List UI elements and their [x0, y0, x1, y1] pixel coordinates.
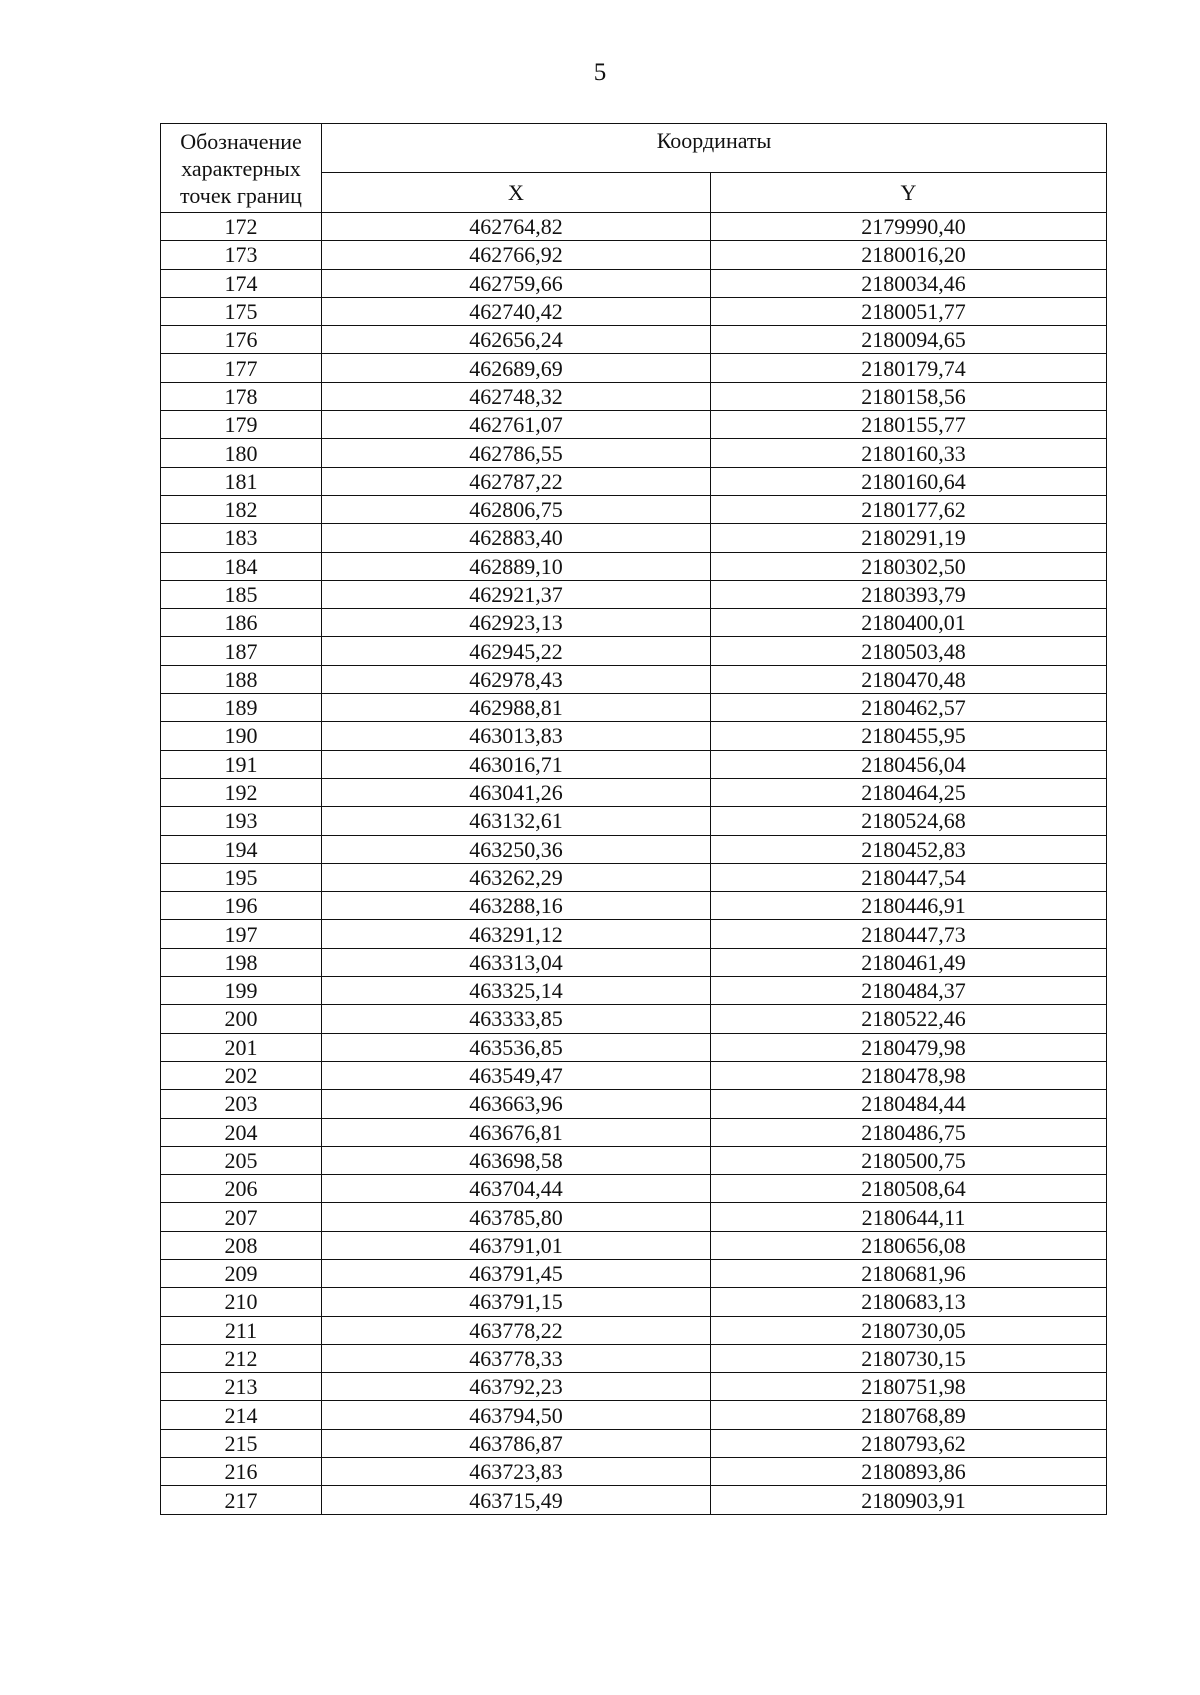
- y-coordinate-cell: 2180484,37: [711, 977, 1107, 1005]
- x-coordinate-cell: 463536,85: [322, 1033, 711, 1061]
- point-number-cell: 200: [161, 1005, 322, 1033]
- table-row: [161, 580, 1107, 608]
- x-coordinate-cell: 463794,50: [322, 1401, 711, 1429]
- x-coordinate-cell: 463262,29: [322, 863, 711, 891]
- point-number-cell: 204: [161, 1118, 322, 1146]
- x-coordinate-cell: 463016,71: [322, 750, 711, 778]
- table-row: [161, 835, 1107, 863]
- table-row: [161, 552, 1107, 580]
- point-number-cell: 184: [161, 552, 322, 580]
- table-row: [161, 1458, 1107, 1486]
- y-coordinate-cell: 2180683,13: [711, 1288, 1107, 1316]
- y-coordinate-cell: 2180155,77: [711, 411, 1107, 439]
- x-coordinate-cell: 462923,13: [322, 609, 711, 637]
- y-coordinate-cell: 2180500,75: [711, 1146, 1107, 1174]
- x-coordinate-cell: 462764,82: [322, 213, 711, 241]
- point-number-cell: 195: [161, 863, 322, 891]
- point-number-cell: 208: [161, 1231, 322, 1259]
- table-row: [161, 467, 1107, 495]
- table-row: [161, 722, 1107, 750]
- x-coordinate-cell: 463791,15: [322, 1288, 711, 1316]
- y-coordinate-cell: 2180447,73: [711, 920, 1107, 948]
- x-coordinate-cell: 463715,49: [322, 1486, 711, 1514]
- header-coordinates: Координаты: [322, 124, 1107, 173]
- x-coordinate-cell: 462787,22: [322, 467, 711, 495]
- y-coordinate-cell: 2180484,44: [711, 1090, 1107, 1118]
- table-row: [161, 269, 1107, 297]
- y-coordinate-cell: 2180160,33: [711, 439, 1107, 467]
- table-row: [161, 1033, 1107, 1061]
- y-coordinate-cell: 2180486,75: [711, 1118, 1107, 1146]
- table-row: [161, 1118, 1107, 1146]
- point-number-cell: 207: [161, 1203, 322, 1231]
- table-row: [161, 326, 1107, 354]
- table-row: [161, 637, 1107, 665]
- table-row: [161, 1231, 1107, 1259]
- point-number-cell: 196: [161, 892, 322, 920]
- table-row: [161, 1373, 1107, 1401]
- table-row: [161, 750, 1107, 778]
- point-number-cell: 191: [161, 750, 322, 778]
- y-coordinate-cell: 2180464,25: [711, 778, 1107, 806]
- table-row: [161, 495, 1107, 523]
- y-coordinate-cell: 2180768,89: [711, 1401, 1107, 1429]
- y-coordinate-cell: 2180893,86: [711, 1458, 1107, 1486]
- point-number-cell: 210: [161, 1288, 322, 1316]
- x-coordinate-cell: 463791,01: [322, 1231, 711, 1259]
- table-row: [161, 1401, 1107, 1429]
- point-number-cell: 213: [161, 1373, 322, 1401]
- y-coordinate-cell: 2180160,64: [711, 467, 1107, 495]
- point-number-cell: 183: [161, 524, 322, 552]
- point-number-cell: 175: [161, 297, 322, 325]
- x-coordinate-cell: 462689,69: [322, 354, 711, 382]
- x-coordinate-cell: 462748,32: [322, 382, 711, 410]
- y-coordinate-cell: 2180644,11: [711, 1203, 1107, 1231]
- point-number-cell: 205: [161, 1146, 322, 1174]
- x-coordinate-cell: 463291,12: [322, 920, 711, 948]
- y-coordinate-cell: 2180681,96: [711, 1259, 1107, 1287]
- table-row: [161, 694, 1107, 722]
- x-coordinate-cell: 463786,87: [322, 1429, 711, 1457]
- y-coordinate-cell: 2180447,54: [711, 863, 1107, 891]
- x-coordinate-cell: 463676,81: [322, 1118, 711, 1146]
- y-coordinate-cell: 2180470,48: [711, 665, 1107, 693]
- point-number-cell: 215: [161, 1429, 322, 1457]
- x-coordinate-cell: 462656,24: [322, 326, 711, 354]
- table-row: [161, 1288, 1107, 1316]
- x-coordinate-cell: 463333,85: [322, 1005, 711, 1033]
- x-coordinate-cell: 462766,92: [322, 241, 711, 269]
- x-coordinate-cell: 462759,66: [322, 269, 711, 297]
- x-coordinate-cell: 462740,42: [322, 297, 711, 325]
- table-row: [161, 892, 1107, 920]
- header-x: X: [322, 173, 711, 213]
- y-coordinate-cell: 2180730,15: [711, 1344, 1107, 1372]
- x-coordinate-cell: 462806,75: [322, 495, 711, 523]
- point-number-cell: 189: [161, 694, 322, 722]
- x-coordinate-cell: 463723,83: [322, 1458, 711, 1486]
- table-row: [161, 1486, 1107, 1514]
- y-coordinate-cell: 2180522,46: [711, 1005, 1107, 1033]
- header-y: Y: [711, 173, 1107, 213]
- x-coordinate-cell: 463041,26: [322, 778, 711, 806]
- x-coordinate-cell: 463785,80: [322, 1203, 711, 1231]
- y-coordinate-cell: 2180751,98: [711, 1373, 1107, 1401]
- point-number-cell: 173: [161, 241, 322, 269]
- table-row: [161, 807, 1107, 835]
- x-coordinate-cell: 462889,10: [322, 552, 711, 580]
- point-number-cell: 216: [161, 1458, 322, 1486]
- y-coordinate-cell: 2180177,62: [711, 495, 1107, 523]
- y-coordinate-cell: 2180158,56: [711, 382, 1107, 410]
- table-row: [161, 1175, 1107, 1203]
- x-coordinate-cell: 462761,07: [322, 411, 711, 439]
- x-coordinate-cell: 463778,33: [322, 1344, 711, 1372]
- point-number-cell: 194: [161, 835, 322, 863]
- table-row: [161, 1316, 1107, 1344]
- page-number: 5: [593, 59, 607, 86]
- point-number-cell: 185: [161, 580, 322, 608]
- y-coordinate-cell: 2180462,57: [711, 694, 1107, 722]
- point-number-cell: 180: [161, 439, 322, 467]
- y-coordinate-cell: 2180656,08: [711, 1231, 1107, 1259]
- table-row: [161, 1005, 1107, 1033]
- point-number-cell: 178: [161, 382, 322, 410]
- x-coordinate-cell: 463250,36: [322, 835, 711, 863]
- point-number-cell: 174: [161, 269, 322, 297]
- point-number-cell: 197: [161, 920, 322, 948]
- point-number-cell: 172: [161, 213, 322, 241]
- point-number-cell: 182: [161, 495, 322, 523]
- y-coordinate-cell: 2180452,83: [711, 835, 1107, 863]
- y-coordinate-cell: 2180016,20: [711, 241, 1107, 269]
- point-number-cell: 203: [161, 1090, 322, 1118]
- x-coordinate-cell: 463792,23: [322, 1373, 711, 1401]
- y-coordinate-cell: 2180793,62: [711, 1429, 1107, 1457]
- point-number-cell: 202: [161, 1061, 322, 1089]
- y-coordinate-cell: 2180455,95: [711, 722, 1107, 750]
- point-number-cell: 214: [161, 1401, 322, 1429]
- x-coordinate-cell: 463132,61: [322, 807, 711, 835]
- table-row: [161, 948, 1107, 976]
- y-coordinate-cell: 2179990,40: [711, 213, 1107, 241]
- table-row: [161, 1146, 1107, 1174]
- table-row: [161, 1090, 1107, 1118]
- table-row: [161, 665, 1107, 693]
- x-coordinate-cell: 463288,16: [322, 892, 711, 920]
- x-coordinate-cell: 463791,45: [322, 1259, 711, 1287]
- table-row: [161, 1203, 1107, 1231]
- table-row: [161, 354, 1107, 382]
- x-coordinate-cell: 463778,22: [322, 1316, 711, 1344]
- point-number-cell: 176: [161, 326, 322, 354]
- y-coordinate-cell: 2180179,74: [711, 354, 1107, 382]
- table-row: [161, 1061, 1107, 1089]
- y-coordinate-cell: 2180508,64: [711, 1175, 1107, 1203]
- y-coordinate-cell: 2180291,19: [711, 524, 1107, 552]
- y-coordinate-cell: 2180034,46: [711, 269, 1107, 297]
- table-row: [161, 863, 1107, 891]
- table-row: [161, 241, 1107, 269]
- y-coordinate-cell: 2180478,98: [711, 1061, 1107, 1089]
- point-number-cell: 198: [161, 948, 322, 976]
- table-row: [161, 778, 1107, 806]
- table-row: [161, 1429, 1107, 1457]
- y-coordinate-cell: 2180094,65: [711, 326, 1107, 354]
- x-coordinate-cell: 462883,40: [322, 524, 711, 552]
- point-number-cell: 193: [161, 807, 322, 835]
- point-number-cell: 181: [161, 467, 322, 495]
- table-row: [161, 1344, 1107, 1372]
- x-coordinate-cell: 463549,47: [322, 1061, 711, 1089]
- x-coordinate-cell: 463325,14: [322, 977, 711, 1005]
- table-row: [161, 213, 1107, 241]
- point-number-cell: 177: [161, 354, 322, 382]
- x-coordinate-cell: 462786,55: [322, 439, 711, 467]
- point-number-cell: 179: [161, 411, 322, 439]
- point-number-cell: 206: [161, 1175, 322, 1203]
- x-coordinate-cell: 463663,96: [322, 1090, 711, 1118]
- y-coordinate-cell: 2180400,01: [711, 609, 1107, 637]
- table-body: [161, 213, 1107, 1515]
- y-coordinate-cell: 2180503,48: [711, 637, 1107, 665]
- point-number-cell: 201: [161, 1033, 322, 1061]
- y-coordinate-cell: 2180051,77: [711, 297, 1107, 325]
- table-row: [161, 411, 1107, 439]
- point-number-cell: 192: [161, 778, 322, 806]
- y-coordinate-cell: 2180730,05: [711, 1316, 1107, 1344]
- x-coordinate-cell: 462978,43: [322, 665, 711, 693]
- point-number-cell: 187: [161, 637, 322, 665]
- header-designation: Обозначение характерных точек границ: [161, 124, 322, 213]
- point-number-cell: 212: [161, 1344, 322, 1372]
- y-coordinate-cell: 2180903,91: [711, 1486, 1107, 1514]
- y-coordinate-cell: 2180302,50: [711, 552, 1107, 580]
- x-coordinate-cell: 463704,44: [322, 1175, 711, 1203]
- table-row: [161, 439, 1107, 467]
- x-coordinate-cell: 463698,58: [322, 1146, 711, 1174]
- coordinates-table: [160, 123, 1107, 1515]
- table-header: [161, 124, 1107, 213]
- table-row: [161, 920, 1107, 948]
- x-coordinate-cell: 462945,22: [322, 637, 711, 665]
- table-row: [161, 524, 1107, 552]
- y-coordinate-cell: 2180393,79: [711, 580, 1107, 608]
- point-number-cell: 211: [161, 1316, 322, 1344]
- point-number-cell: 186: [161, 609, 322, 637]
- y-coordinate-cell: 2180479,98: [711, 1033, 1107, 1061]
- point-number-cell: 190: [161, 722, 322, 750]
- x-coordinate-cell: 462921,37: [322, 580, 711, 608]
- table-row: [161, 382, 1107, 410]
- point-number-cell: 199: [161, 977, 322, 1005]
- table-row: [161, 977, 1107, 1005]
- point-number-cell: 188: [161, 665, 322, 693]
- y-coordinate-cell: 2180524,68: [711, 807, 1107, 835]
- x-coordinate-cell: 462988,81: [322, 694, 711, 722]
- x-coordinate-cell: 463313,04: [322, 948, 711, 976]
- point-number-cell: 217: [161, 1486, 322, 1514]
- y-coordinate-cell: 2180446,91: [711, 892, 1107, 920]
- table-row: [161, 1259, 1107, 1287]
- y-coordinate-cell: 2180456,04: [711, 750, 1107, 778]
- y-coordinate-cell: 2180461,49: [711, 948, 1107, 976]
- point-number-cell: 209: [161, 1259, 322, 1287]
- table-row: [161, 609, 1107, 637]
- x-coordinate-cell: 463013,83: [322, 722, 711, 750]
- table-row: [161, 297, 1107, 325]
